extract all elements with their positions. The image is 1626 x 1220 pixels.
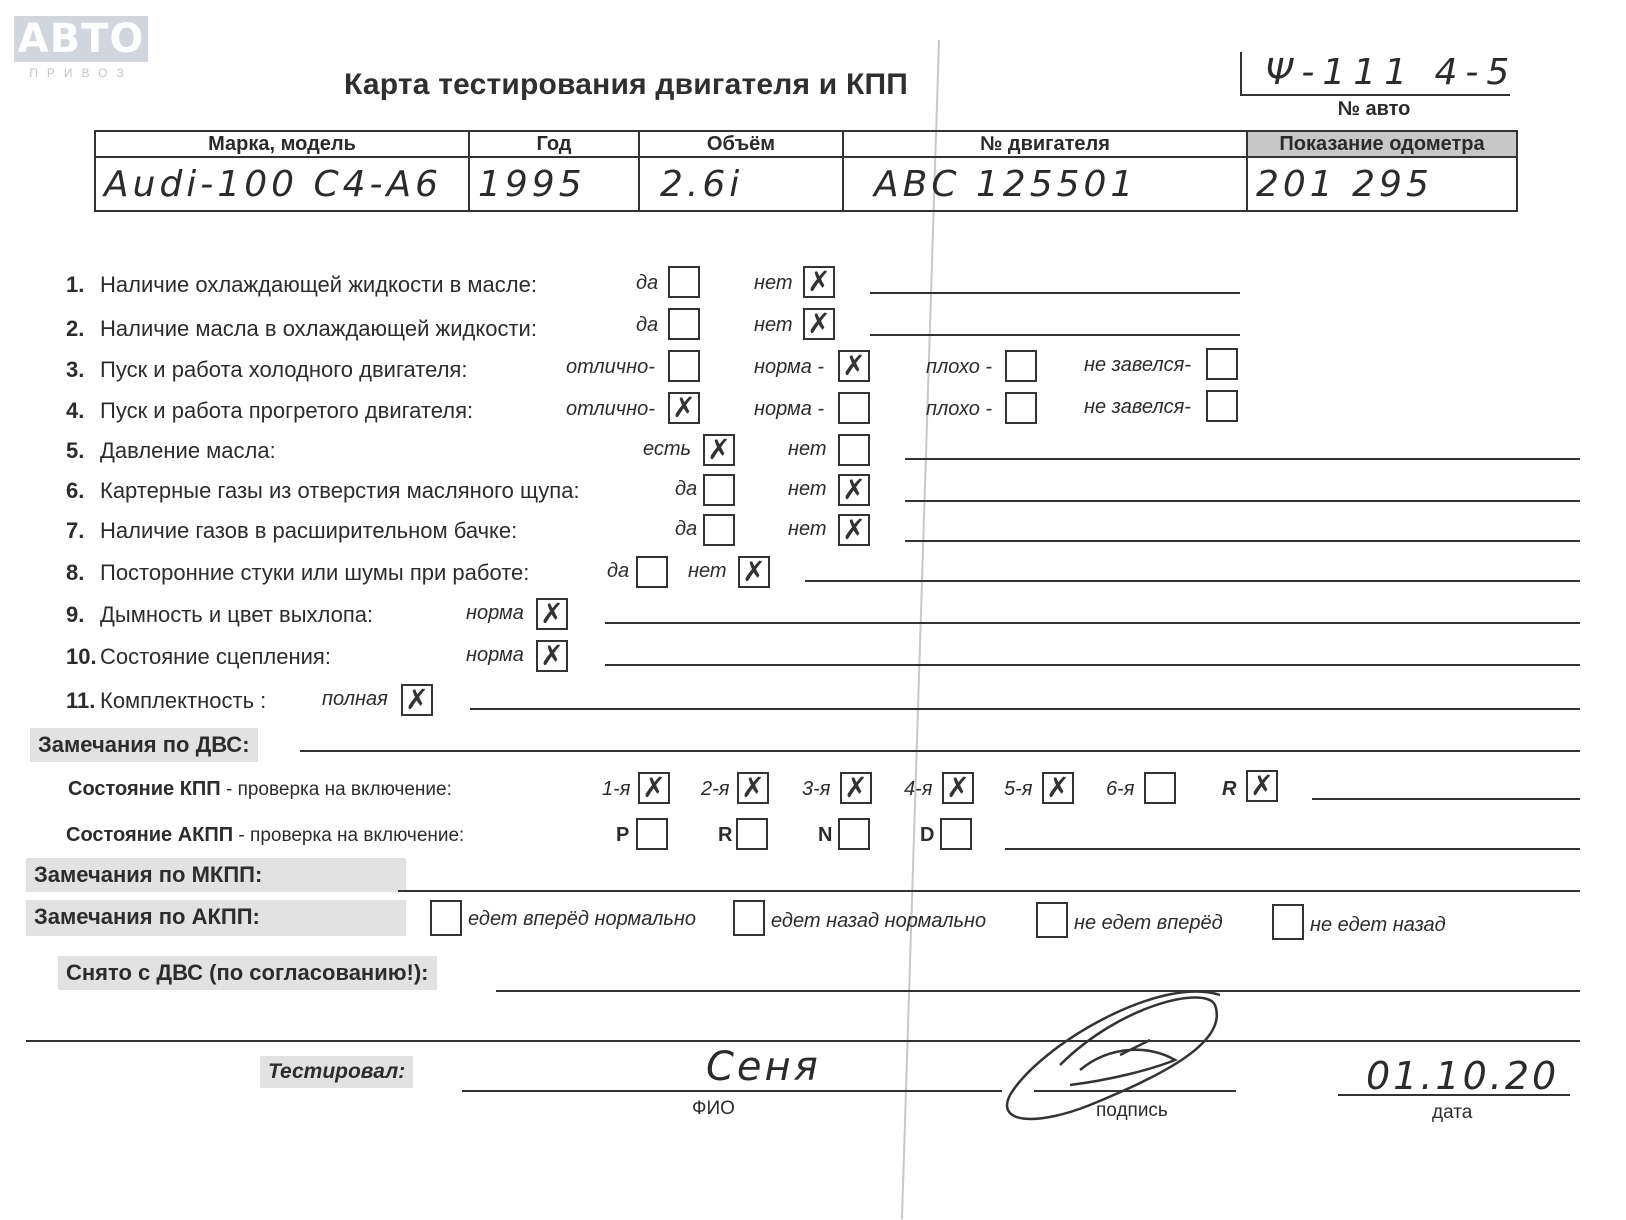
item-7-notes-line[interactable] xyxy=(905,540,1580,542)
item-6-notes-line[interactable] xyxy=(905,500,1580,502)
item-8-checkbox-da[interactable] xyxy=(636,556,668,588)
item-10-opt-normal: норма xyxy=(466,644,524,666)
item-4-checkbox-excellent[interactable]: ✗ xyxy=(668,392,700,424)
date-label: дата xyxy=(1432,1102,1473,1123)
gear-2-label: 2-я xyxy=(701,778,730,800)
item-9: 9. Дымность и цвет выхлопа: xyxy=(66,602,374,627)
item-3-opt-normal: норма - xyxy=(754,356,825,378)
gear-2-checkbox[interactable]: ✗ xyxy=(737,772,769,804)
item-8-checkbox-net[interactable]: ✗ xyxy=(738,556,770,588)
akpp-p-label: P xyxy=(616,824,630,846)
gear-6-checkbox[interactable] xyxy=(1144,772,1176,804)
item-1-checkbox-da[interactable] xyxy=(668,266,700,298)
akpp-reverse-ok-checkbox[interactable] xyxy=(733,900,765,936)
item-10-notes-line[interactable] xyxy=(605,664,1580,666)
plate-label: № авто xyxy=(1337,98,1411,120)
akpp-forward-ok-checkbox[interactable] xyxy=(430,900,462,936)
item-3: 3. Пуск и работа холодного двигателя: xyxy=(66,357,468,382)
item-7-checkbox-da[interactable] xyxy=(703,514,735,546)
item-5-opt-no: нет xyxy=(788,438,827,460)
akpp-n-checkbox[interactable] xyxy=(838,818,870,850)
item-1-notes-line[interactable] xyxy=(870,292,1240,294)
fold-line xyxy=(901,40,940,1219)
item-9-opt-normal: норма xyxy=(466,602,524,624)
item-10-checkbox-normal[interactable]: ✗ xyxy=(536,640,568,672)
item-6-checkbox-da[interactable] xyxy=(703,474,735,506)
akpp-p-checkbox[interactable] xyxy=(636,818,668,850)
signature-line[interactable] xyxy=(1034,1090,1236,1092)
akpp-reverse-ok-label: едет назад нормально xyxy=(771,910,987,932)
col-header-model: Марка, модель xyxy=(95,131,469,157)
cell-odometer[interactable]: 201 295 xyxy=(1247,157,1517,211)
fio-label: ФИО xyxy=(692,1098,735,1119)
item-2-checkbox-da[interactable] xyxy=(668,308,700,340)
akpp-r-label: R xyxy=(718,824,733,846)
akpp-d-checkbox[interactable] xyxy=(940,818,972,850)
kpp-label: Состояние КПП - проверка на включение: xyxy=(68,778,452,800)
gear-1-checkbox[interactable]: ✗ xyxy=(638,772,670,804)
signature-label: подпись xyxy=(1096,1100,1168,1121)
plate-value: Ψ-111 4-5 xyxy=(1265,52,1518,93)
item-5-notes-line[interactable] xyxy=(905,458,1580,460)
item-6-opt-net: нет xyxy=(788,478,827,500)
item-3-opt-no-start: не завелся- xyxy=(1084,354,1191,376)
item-7-checkbox-net[interactable]: ✗ xyxy=(838,514,870,546)
item-3-checkbox-normal[interactable]: ✗ xyxy=(838,350,870,382)
cell-engine-no[interactable]: ABC 125501 xyxy=(843,157,1247,211)
item-5-opt-yes: есть xyxy=(643,438,692,460)
akpp-r-checkbox[interactable] xyxy=(736,818,768,850)
col-header-odometer: Показание одометра xyxy=(1247,131,1517,157)
cell-year[interactable]: 1995 xyxy=(469,157,639,211)
item-9-notes-line[interactable] xyxy=(605,622,1580,624)
item-4-opt-bad: плохо - xyxy=(926,398,993,420)
item-4-checkbox-no-start[interactable] xyxy=(1206,390,1238,422)
item-7-opt-net: нет xyxy=(788,518,827,540)
item-6: 6. Картерные газы из отверстия масляного щупа: xyxy=(66,478,580,503)
remarks-engine-label: Замечания по ДВС: xyxy=(30,728,258,762)
item-4-checkbox-normal[interactable] xyxy=(838,392,870,424)
item-11-opt-full: полная xyxy=(322,688,388,710)
item-4-opt-excellent: отлично- xyxy=(566,398,655,420)
item-5: 5. Давление масла: xyxy=(66,438,276,463)
item-8-opt-net: нет xyxy=(688,560,727,582)
item-3-opt-bad: плохо - xyxy=(926,356,993,378)
item-6-checkbox-net[interactable]: ✗ xyxy=(838,474,870,506)
item-5-checkbox-yes[interactable]: ✗ xyxy=(703,434,735,466)
akpp-d-label: D xyxy=(920,824,935,846)
tested-label: Тестировал: xyxy=(260,1056,413,1088)
akpp-n-label: N xyxy=(818,824,833,846)
remarks-engine-line[interactable] xyxy=(300,750,1580,752)
vehicle-table xyxy=(94,130,1518,212)
item-1-opt-da: да xyxy=(636,272,659,294)
akpp-no-forward-checkbox[interactable] xyxy=(1036,902,1068,938)
item-1-opt-net: нет xyxy=(754,272,793,294)
akpp-notes-line[interactable] xyxy=(1005,848,1580,850)
gear-r-checkbox[interactable]: ✗ xyxy=(1246,770,1278,802)
col-header-engine-no: № двигателя xyxy=(843,131,1247,157)
item-4-checkbox-bad[interactable] xyxy=(1005,392,1037,424)
gear-1-label: 1-я xyxy=(602,778,631,800)
logo: АВТО xyxy=(14,16,148,62)
cell-volume[interactable]: 2.6i xyxy=(639,157,843,211)
remarks-akpp-label: Замечания по АКПП: xyxy=(26,900,406,936)
fio-value: Сеня xyxy=(706,1044,821,1090)
item-2-notes-line[interactable] xyxy=(870,334,1240,336)
akpp-no-forward-label: не едет вперёд xyxy=(1074,912,1223,934)
item-11-checkbox-full[interactable]: ✗ xyxy=(401,684,433,716)
item-8: 8. Посторонние стуки или шумы при работе: xyxy=(66,560,530,585)
item-11: 11. Комплектность : xyxy=(66,688,267,713)
akpp-forward-ok-label: едет вперёд нормально xyxy=(468,908,697,930)
item-3-checkbox-no-start[interactable] xyxy=(1206,348,1238,380)
gear-4-checkbox[interactable]: ✗ xyxy=(942,772,974,804)
item-10: 10. Состояние сцепления: xyxy=(66,644,331,669)
gear-3-checkbox[interactable]: ✗ xyxy=(840,772,872,804)
gear-5-label: 5-я xyxy=(1004,778,1033,800)
item-7: 7. Наличие газов в расширительном бачке: xyxy=(66,518,518,543)
item-2-checkbox-net[interactable]: ✗ xyxy=(803,308,835,340)
gear-r-label: R xyxy=(1222,778,1237,800)
fio-line[interactable] xyxy=(462,1090,1002,1092)
akpp-no-reverse-checkbox[interactable] xyxy=(1272,904,1304,940)
item-11-notes-line[interactable] xyxy=(470,708,1580,710)
logo-subtitle: ПРИВОЗ xyxy=(29,66,133,80)
item-4-opt-no-start: не завелся- xyxy=(1084,396,1191,418)
col-header-year: Год xyxy=(469,131,639,157)
item-4-opt-normal: норма - xyxy=(754,398,825,420)
item-1: 1. Наличие охлаждающей жидкости в масле: xyxy=(66,272,537,297)
gear-6-label: 6-я xyxy=(1106,778,1135,800)
date-value: 01.10.20 xyxy=(1366,1054,1560,1098)
gear-3-label: 3-я xyxy=(802,778,831,800)
item-2-opt-net: нет xyxy=(754,314,793,336)
kpp-notes-line[interactable] xyxy=(1312,798,1580,800)
page-title: Карта тестирования двигателя и КПП xyxy=(344,68,908,101)
cell-model[interactable]: Audi-100 C4-A6 xyxy=(95,157,469,211)
item-8-notes-line[interactable] xyxy=(805,580,1580,582)
item-4: 4. Пуск и работа прогретого двигателя: xyxy=(66,398,474,423)
gear-4-label: 4-я xyxy=(904,778,933,800)
item-2-opt-da: да xyxy=(636,314,659,336)
col-header-volume: Объём xyxy=(639,131,843,157)
item-3-checkbox-bad[interactable] xyxy=(1005,350,1037,382)
gear-5-checkbox[interactable]: ✗ xyxy=(1042,772,1074,804)
removed-line-2[interactable] xyxy=(26,1040,1580,1042)
item-5-checkbox-no[interactable] xyxy=(838,434,870,466)
date-line[interactable] xyxy=(1338,1094,1570,1096)
remarks-mkpp-label: Замечания по МКПП: xyxy=(26,858,406,892)
remarks-mkpp-line[interactable] xyxy=(398,890,1580,892)
item-3-checkbox-excellent[interactable] xyxy=(668,350,700,382)
item-7-opt-da: да xyxy=(675,518,698,540)
item-3-opt-excellent: отлично- xyxy=(566,356,655,378)
removed-label: Снято с ДВС (по согласованию!): xyxy=(58,956,437,990)
item-8-opt-da: да xyxy=(607,560,630,582)
item-9-checkbox-normal[interactable]: ✗ xyxy=(536,598,568,630)
item-1-checkbox-net[interactable]: ✗ xyxy=(803,266,835,298)
akpp-no-reverse-label: не едет назад xyxy=(1310,914,1446,936)
item-6-opt-da: да xyxy=(675,478,698,500)
akpp-label: Состояние АКПП - проверка на включение: xyxy=(66,824,465,846)
item-2: 2. Наличие масла в охлаждающей жидкости: xyxy=(66,316,537,341)
